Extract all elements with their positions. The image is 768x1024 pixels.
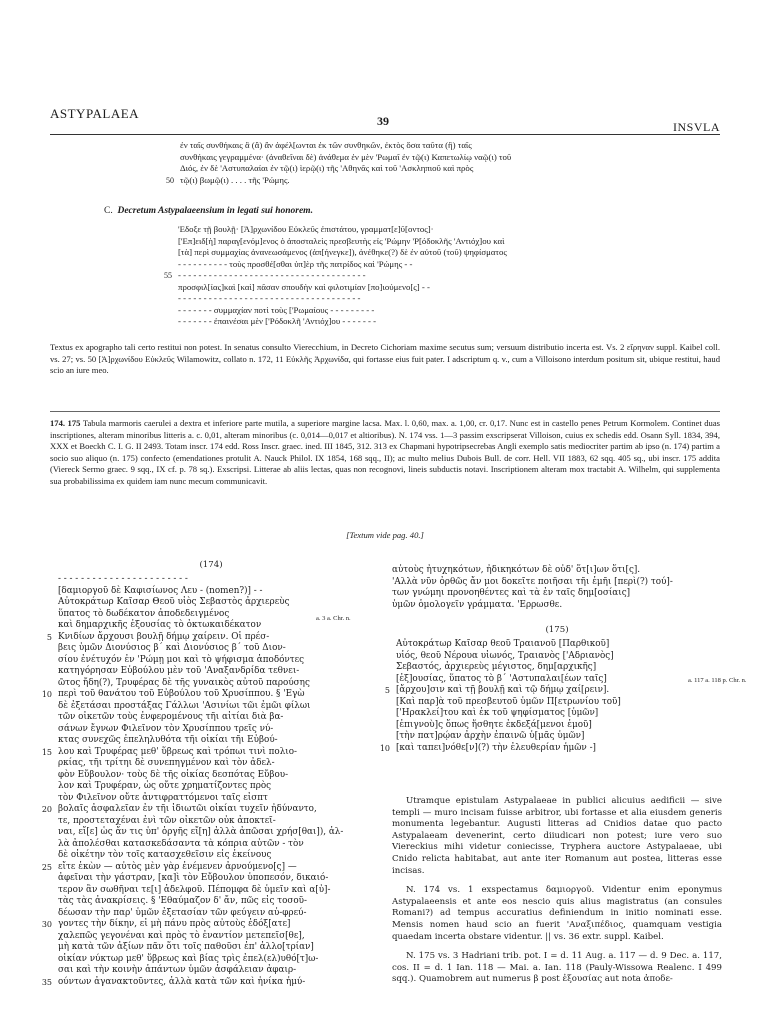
text-line	[58, 965, 370, 977]
text-line	[41, 861, 370, 874]
line-text: τῶν οἰκετῶν τοὺς ἐνφερομένους τῆι αἰτίαι διὰ βα-	[58, 712, 284, 722]
text-line	[178, 236, 678, 248]
line-text: ἀφεῖναι τὴν γάστραν, [κα]ὶ τὸν Εὔβουλον ὑποπεσόν, δικαιό-	[58, 873, 329, 883]
line-text: [τὰ] περὶ συμμαχίας ἀνανεωσάμενος (ἀπ[ήνεγκε]), ἀνέθηκε(?) δὲ ἐν αὐτοῦ (τοῦ) ψηφίσματος	[178, 247, 507, 257]
line-text: λου καὶ Τρυφέρας μεθ' ὕβρεως καὶ τρόπωι τινὶ πολιο-	[58, 746, 297, 757]
line-number: 20	[41, 805, 52, 814]
text-line	[58, 574, 370, 586]
line-text: ['Ηρακλεί]του καὶ ἐκ τοῦ ψηφίσματος [ὑμῶν]	[396, 708, 599, 718]
text-line	[178, 293, 678, 305]
text-line	[396, 662, 722, 674]
line-text: ἐν ταῖς συνθήκαις ἃ (ἂ) ἂν ἀφέλ[ωνται ἐκ τῶν συνθηκῶν, ἐκτὸς ὅσα ταῦτα (ἢ) ταῖς	[180, 140, 472, 150]
line-text: ὕπατος τὸ δωδέκατον ἀποδεδειγμένος	[58, 608, 230, 619]
right-margin-date: a. 117 a. 118 p. Chr. n.	[688, 677, 747, 684]
line-text: Διός, ἐν δὲ 'Αστυπαλαίαι ἐν τῷ(ι) ἱερῷ(ι) τῆς 'Αθηνᾶς καὶ τοῦ 'Ασκληπιοῦ καὶ πρὸς	[180, 163, 474, 173]
section-c-title: Decretum Astypalaeensium in legati sui honorem.	[117, 206, 313, 216]
line-text: [Καὶ παρ]ὰ τοῦ πρεσβευτοῦ ὑμῶν Π[ετρωνίου τοῦ]	[396, 696, 621, 707]
text-line	[58, 827, 370, 839]
line-text: γοντες τὴν δίκην, εἰ μὴ πάνυ πρὸς αὐτοὺς ἐδόξ[ατε]	[58, 919, 291, 929]
line-number: 55	[164, 271, 172, 280]
line-text: φὸν Εὔβουλον· τοὺς δὲ τῆς οἰκίας δεσπότας Εὔβου-	[58, 769, 289, 780]
text-line	[178, 316, 678, 328]
text-line	[41, 919, 370, 931]
line-text: τὰς τὰς ἀνακρίσεις. § 'Εθαύμαζον δ' ἄν, πῶς εἰς τοσοῦ-	[58, 896, 308, 906]
header-rule	[50, 134, 720, 135]
inscription-175-text	[379, 639, 722, 754]
line-text: ῶτος ἤδη(?), Τρυφέρας δὲ τῆς γυναικὸς αὐτοῦ παρούσης	[58, 677, 310, 688]
decree-greek-text	[164, 224, 678, 328]
text-line	[58, 908, 370, 920]
text-line	[58, 597, 370, 609]
text-line	[58, 712, 370, 724]
text-line	[379, 742, 722, 755]
line-number: 10	[41, 690, 52, 699]
line-text: προσφιλ[ίας]καὶ [καὶ] πᾶσαν σπουδὴν καὶ φιλοτιμίαν [πο]ιούμενο[ς] - -	[178, 281, 430, 292]
text-line	[180, 140, 700, 152]
text-line	[58, 896, 370, 908]
text-line	[41, 689, 370, 701]
line-text: κτας συνεχῶς ἐπεληλυθότα τῆι οἰκίαι τῆι Εὐβού-	[58, 735, 278, 745]
line-number: 5	[384, 686, 390, 695]
running-header	[50, 102, 720, 132]
line-text: λον καὶ Τρυφέραν, ὡς οὔτε χρηματίζοντες πρὸς	[58, 781, 272, 791]
text-line	[396, 639, 722, 651]
line-text: τερον ἂν σωθῆναι τε[ι] ἀδελφοῦ. Πέπομφα δὲ ὑμεῖν καὶ α[ὐ]-	[58, 884, 331, 895]
text-line	[396, 731, 722, 743]
entry-description: Tabula marmoris caerulei a dextra et inferiore parte mutila, a superiore margine lacsa. Max. l. 0,60, max. a. 1,00, cr. 0,17. Nunc est in castello penes Petrum Kormolem. Continet duas inscriptiones, alteram minoribus litteris a. c. 0,01, alteram minoribus (c. 0,014—0,017 et altioribus). N. 174 vss. 1—3 passim exscripserat Villoison, cuius ex schedis edd. Osann Syll. 1834, 394, XXX et Boeckh C. I. G. II 2493. Totam inscr. 174 edd. Ross Inscr. graec. ined. III 1845, 312. 313 ex Chapmani hypotripsecrebas Angli exemplo satis mediocriter partim ab ipso (n. 174) partim a socio suo aliquo (n. 175) confecto (emendationes protulit A. Nauck Philol. IX 1854, 168 sqq., II); ac multo melius Dubois Bull. de corr. Hell. VII 1883, 62 sqq. 405 sq., ubi inscr. 175 addita (Viereck Sermo graec. 9 sqq., IX cf. p. 78 sq.). Exscripsi. Litterae ab aliis lectas, quas non recognovi, lineis subductis notavi. Inscriptionem alteram mox tractabit A. Wilhelm, qui supplementa sua probabilissima ex quidem iam nunc mecum communicavit.	[50, 418, 720, 486]
line-text: τε, προστεταχέναι ἐνὶ τῶν οἰκετῶν οὐκ ἀποκτεῖ-	[58, 815, 276, 826]
line-text: Αὐτοκράτωρ Καῖσαρ θεοῦ Τραιανοῦ [Παρθικοῦ]	[396, 639, 610, 649]
text-line	[180, 163, 700, 175]
inscription-175-heading: (175)	[545, 625, 569, 635]
text-line	[58, 839, 370, 851]
line-number: 25	[41, 862, 52, 872]
left-margin-date: a. 3 a. Chr. n.	[316, 615, 351, 622]
line-text: [ἐπιγνοὺ]ς ὅπως ἥσθητε ἐκδεξά[μενοι ἐμοῦ]	[396, 719, 592, 730]
entry-174-175	[50, 418, 720, 488]
text-line	[392, 600, 722, 612]
line-text: [ἄρχου]σιν καὶ τῇ βουλῇ καὶ τῷ δήμῳ χαί[ρειν].	[396, 685, 610, 695]
line-text: σαι καὶ τὴν κοινὴν ἁπάντων ὑμῶν ἀσφάλειαν ἀφαιρ-	[58, 965, 297, 975]
text-line	[46, 631, 370, 644]
entry-numbers: 174. 175	[50, 418, 81, 428]
text-line	[392, 565, 722, 577]
line-text: κατηγόρησαν Εὐβούλου μὲν τοῦ 'Αναξανδρίδα τεθνει-	[58, 666, 300, 676]
page-number: 39	[377, 114, 389, 128]
line-number: 35	[41, 977, 52, 987]
line-text: δὲ ἐξετάσαι προστάξας Γάλλωι 'Ασινίωι τῶι ἐμῶι φίλωι	[58, 700, 311, 711]
line-text: υἱός, θεοῦ Νέρουα υἱωνός, Τραιανὸς ['Αδριανὸς]	[396, 650, 614, 661]
section-c-heading	[104, 206, 664, 216]
line-text: χαλεπῶς γεγονέναι καὶ πρὸς τὸ ἐναντίον μετεπεῖσ[θε],	[58, 930, 305, 941]
line-text: [δαμιοργοῦ δὲ Καφισίωνος Λευ - (nomen?)] - -	[58, 585, 263, 596]
text-line	[178, 305, 678, 317]
line-text: 'Αλλὰ νῦν ὀρθῶς ἄν μοι δοκεῖτε ποιῆσαι τῆι ἐμῆι [περὶ(?) τού]-	[392, 576, 673, 587]
line-text: - - - - - - - ἐπαινέσαι μὲν ['Ρόδοκλῆ 'Αντιόχ]ου - - - - - - -	[178, 316, 377, 326]
line-text: [καὶ ταπει]νόθε[ν](?) τὴν ἐλευθερίαν ἡμῶν -]	[396, 742, 596, 753]
line-text: καὶ δημαρχικῆς ἐξουσίας τὸ ὀκτωκαιδέκατον	[58, 620, 262, 630]
text-line	[58, 666, 370, 678]
header-title: ASTYPALAEA	[50, 106, 140, 121]
text-line	[58, 724, 370, 736]
line-text: δὲ οἰκέτην τὸν τοῖς κατασχεθεῖσιν εἰς ἐκείνους	[58, 850, 272, 860]
line-text: ὑμῶν ὁμολογεῖν γράμματα. 'Ερρωσθε.	[392, 599, 563, 610]
line-text: [ἐξ]ουσίας, ὕπατος τὸ β΄ 'Αστυπαλαι[έων ταῖς]	[396, 673, 607, 684]
commentary-c: Textus ex apographo tali certo restitui non potest. In senatus consulto Vierecchium, in Decreto Cichoriam maxime secutus sum; versuum distributio incerta est. Vs. 2 εἴρηναν suppl. Kaibel coll. vs. 27; vs. 50 [Ἀ]ρχωνίδου Εὐκλεῦς Wilamowitz, collato n. 172, 11 Εὐκλῆς Ἀρχωνίδα, qui fortasse eius fuit pater. I adscriptum q. v., cum a Villoisono interdum positum sit, ubique restitui, haud scio an iure meo.	[50, 342, 720, 376]
line-text: ρκίας, τῆι τρίτηι δὲ συνεπηγμένον καὶ τὸν ἀδελ-	[58, 758, 275, 768]
line-text: - - - - - - - συμμαχίαν ποτὶ τοὺς ['Ρωμαίους - - - - - - - - -	[178, 304, 375, 315]
text-line	[396, 708, 722, 720]
text-line	[58, 678, 370, 690]
text-line	[58, 850, 370, 862]
line-text: των γνώμηι προνοηθέντες καὶ τὰ ἐν ταῖς δημ[οσίαις]	[392, 588, 631, 598]
line-number: 50	[166, 175, 174, 185]
line-text: - - - - - - - - - - - - - - - - - - - - - - - - - - - - - - - - - - - -	[178, 293, 361, 303]
text-line	[396, 674, 722, 686]
text-line	[41, 804, 370, 816]
text-reference-note: [Textum vide pag. 40.]	[346, 530, 424, 540]
text-line	[58, 873, 370, 885]
text-line	[396, 720, 722, 732]
text-line	[58, 816, 370, 828]
line-text: αὐτοὺς ἠτυχηκότων, ἠδικηκότων δὲ οὐδ' ὅτ[ι]ων ὅτι[ς].	[392, 565, 641, 575]
line-text: οἰκίαν νύκτωρ μεθ' ὕβρεως καὶ βίας τρὶς ἐπελ(ελ)υθό[τ]ω-	[58, 953, 319, 964]
line-number: 15	[41, 747, 52, 757]
line-text: τὸν Φιλεῖνον οὔτε ἀντιφραττόμενοι ταῖς εἰσπτ	[58, 792, 268, 803]
text-line	[392, 577, 722, 589]
line-text: βολαῖς ἀσφαλεῖαν ἐν τῆι ἰδιωτῶι οἰκίαι τυχεῖν ἠδύναντο,	[58, 804, 317, 814]
inscription-174-conclusion	[392, 565, 722, 611]
commentary-paragraph: N. 175 vs. 3 Hadriani trib. pot. I = d. 11 Aug. a. 117 — d. 9 Dec. a. 117, cos. II = d. 1 Ian. 118 — Mai. a. Ian. 118 (Pauly-Wissowa Realenc. I 499 sqq.). Quamobrem aut numerus β post ἐξουσίας aut nota ἀποδε-	[392, 951, 722, 985]
line-text: [τὴν πατ]ρῴαν ἀρχὴν ἐπαινῶ ὑ[μᾶς ὑμῶν]	[396, 731, 585, 741]
text-line	[164, 270, 678, 282]
right-column	[379, 565, 722, 994]
text-line	[58, 643, 370, 655]
line-text: ['Επ]ειδ[ὴ] παραγ[ενόμ]ενος ὁ ἀποσταλεὶς πρεσβευτὴς εἰς 'Ρώμην 'Ρ[όδοκλῆς 'Αντιόχ]ου καὶ	[178, 235, 505, 246]
text-line	[58, 701, 370, 713]
text-line	[178, 282, 678, 294]
inscription-174-text	[41, 574, 370, 988]
line-text: σάνων ἔγνων Φιλεῖνον τὸν Χρυσίππου τρεῖς νύ-	[58, 723, 274, 734]
text-line	[41, 746, 370, 759]
section-rule	[50, 411, 720, 412]
text-line	[41, 976, 370, 989]
line-text: Αὐτοκράτωρ Καῖσαρ Θεοῦ υἱὸς Σεβαστὸς ἀρχιερεὺς	[58, 597, 290, 607]
text-line	[58, 793, 370, 805]
line-text: - - - - - - - - - - - - - - - - - - - - - - - - - - - - - - - - - - - - -	[178, 270, 366, 280]
line-text: εἴτε ἑκὼν — αὐτὸς μὲν γὰρ ἐνέμενεν ἀρνούμενο[ς] —	[58, 861, 297, 872]
line-text: - - - - - - - - - - - - - - - - - - - - - - -	[58, 574, 188, 584]
line-number: 30	[41, 920, 52, 929]
line-text: βεις ὑμῶν Διονύσιος β΄ καὶ Διονύσιος β΄ τοῦ Διον-	[58, 643, 286, 653]
line-text: ναι, εἴ[ε] ὡς ἄν τις ὑπ' ὀργῆς εἴ[η] ἀλλὰ ἀπῶσαι χρήσ[θαι]), ἀλ-	[58, 827, 344, 837]
header-section: INSVLA	[673, 120, 720, 134]
line-text: σίου ἐνέτυχόν ἐν 'Ρώμῃ μοι καὶ τὸ ψήφισμα ἀποδόντες	[58, 654, 305, 665]
text-line	[384, 685, 722, 697]
text-line	[58, 770, 370, 782]
text-line	[180, 152, 700, 164]
commentary-right	[392, 796, 722, 986]
text-line	[58, 735, 370, 747]
inscription-174-heading: (174)	[199, 560, 223, 570]
line-text: δέωσαν τὴν παρ' ὑμῶν ἐξετασίαν τῶν φεύγειν αὐ-φρεύ-	[58, 907, 307, 918]
line-text: 'Εδοξε τῇ βουλῇ· [Ἀ]ρχωνίδου Εὐκλεῦς ἐπιστάτου, γραμματ[ε]ῦ[οντος]·	[178, 224, 434, 234]
commentary-paragraph: Utramque epistulam Astypalaeae in publici alicuius aedificii — sive templi — muro incisam fuisse arbitror, ubi fortasse et alia eiusdem generis monumenta legebantur. Augusti litteras ad Cnidios datae quo pacto Astypalaeam devenerint, certo diiudicari non potest; iure vero suo Viereckius mihi videtur coniecisse, Tryphera auctore Astypalaeae, ubi Cnido relicta habitabat, aut ante iter Romanum aut postea, litteras esse incisas.	[392, 796, 722, 876]
line-text: - - - - - - - - - - τοὺς προσθέ[σθαι ὑπ]ὲρ τῆς πατρίδος καὶ 'Ρώμης - -	[178, 258, 413, 269]
line-number: 10	[379, 743, 390, 753]
text-line	[58, 781, 370, 793]
text-line	[392, 588, 722, 600]
line-text: μὴ κατὰ τῶν ἀξίων πᾶν ὅτι τοῖς παθοῦσι ἐπ' ἀλλο[τρίαν]	[58, 942, 314, 952]
text-line	[58, 942, 370, 954]
left-column	[41, 560, 370, 988]
text-line	[178, 224, 678, 236]
section-c-label: C.	[104, 206, 113, 216]
text-line	[58, 931, 370, 943]
line-text: Σεβαστός, ἀρχιερεὺς μέγιστος, δημ[αρχικῆς]	[396, 662, 597, 672]
commentary-paragraph: N. 174 vs. 1 exspectamus δαμιοργοῦ. Videntur enim eponymus Astypalaeensis et ante eos nescio quis alius magistratus (an consules Romani?) ad tempus accuratius definiendum in initio nominati esse. Mensis nomen haud scio an fuerit 'Αναξιπέδιος, quamquam vestigia quaedam incerta obstare videntur. || vs. 36 extr. suppl. Kaibel.	[392, 885, 722, 942]
text-line	[58, 885, 370, 897]
line-text: λὰ ἀπολέσθαι κατασκεδάσαντα τὰ κόπρια αὐτῶν - τὸν	[58, 838, 304, 849]
line-number: 5	[46, 632, 52, 642]
greek-text-continuation	[166, 140, 700, 186]
text-line	[396, 697, 722, 709]
line-text: περὶ τοῦ θανάτου τοῦ Εὐβούλου τοῦ Χρυσίππου. § 'Εγὼ	[58, 689, 305, 699]
line-text: Κνιδίων ἄρχουσι βουλῇ δήμῳ χαίρειν. Οἱ πρέσ-	[58, 631, 270, 642]
text-line	[58, 655, 370, 667]
text-line	[396, 651, 722, 663]
line-text: τῷ(ι) βωμῷ(ι) . . . . τῆς 'Ρώμης.	[180, 174, 290, 185]
text-line	[178, 259, 678, 271]
line-text: συνθήκαις γεγραμμένα· (ἀναθεῖναι δὲ) ἀνάθεμα ἐν μὲν 'Ρωμαῖ ἐν τῷ(ι) Καπετωλίῳ ναῷ(ι) τοῦ	[180, 151, 512, 162]
text-line	[58, 954, 370, 966]
line-text: ούντων ἀγανακτοῦντες, ἀλλὰ κατὰ τῶν καὶ ἡνίκα ἠμύ-	[58, 976, 306, 987]
text-line	[58, 758, 370, 770]
text-line	[178, 247, 678, 259]
text-line	[58, 586, 370, 598]
text-line	[166, 174, 700, 187]
